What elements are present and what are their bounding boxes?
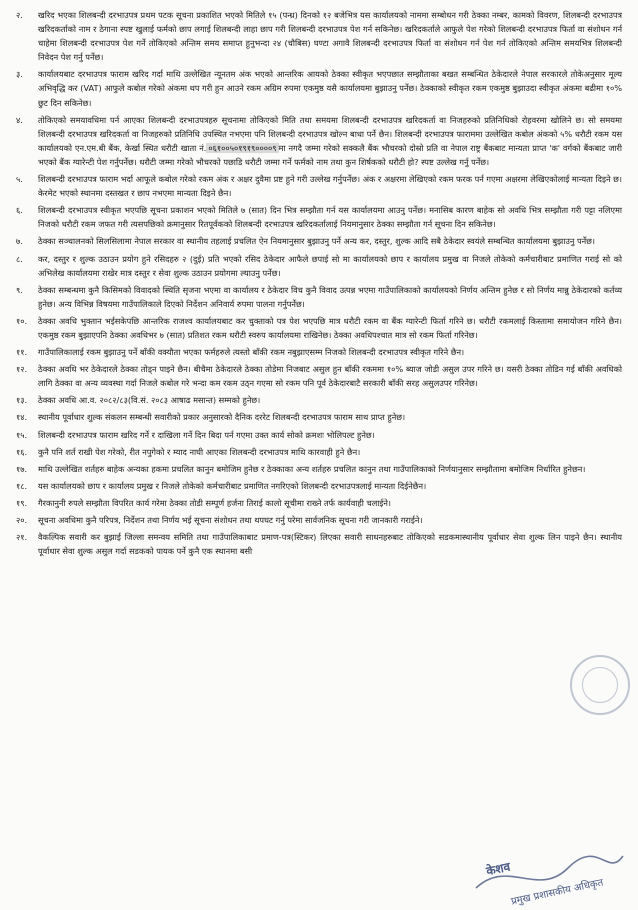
clause-text [38, 172, 622, 200]
clause-text-part: यस कार्यालयको छाप र कार्यालय प्रमुख र निजले तोकेको कर्मचारीबाट प्रमाणित नगरिएको शिलबन्दी दरभाउपत्रलाई मान्यता दिईनेछैन। [38, 480, 427, 491]
clause-text-part: ठेक्का अवधि भुक्तान भईसकेपछि आन्तरिक राजश्व कार्यालयबाट कर चुक्ताको पत्र पेश भएपछि मात्र धरौटी रकम वा बैंक ग्यारेन्टी फिर्ता गरिने छ। धरौटी रकमलाई किस्तामा समायोजन गरिने छैन। एकमुष्ठ रकम बुझाएपनि ठेक्का अवधिभर ७ (सात) प्रतिशत रकम धरौटी स्वरुप कार्यालयमा राखिनेछ। ठेक्का अवधिपश्चात मात्र सो रकम फिर्ता गरिनेछ। [38, 315, 622, 340]
clause-item [10, 345, 622, 359]
clause-item [10, 513, 622, 527]
clause-text [38, 345, 622, 359]
clause-item [10, 496, 622, 510]
clause-text-part: शिलबन्दी दरभाउपत्र फाराम खरिद गर्ने र दाखिला गर्ने दिन बिदा पर्न गएमा उक्त कार्य सोको क्रमशः भोलिपल्ट हुनेछ। [38, 429, 375, 440]
clause-text [38, 362, 622, 390]
clause-text-part: कर, दस्तुर र शुल्क उठाउन प्रयोग हुने रसिदहरु २ (दुई) प्रति भएको रसिद ठेकेदार आफैले छपाई सो मा कार्यालयको छाप र कार्यालय प्रमुख वा निजले तोकेको कर्मचारीबाट प्रमाणित गराई सो को अभिलेख कार्यालयमा राखेर मात्र दस्तुर र सेवा शुल्क उठाउन प्रयोगमा ल्याउनु पर्नेछ। [38, 253, 622, 278]
clause-number: २. [16, 10, 23, 20]
clause-item [10, 393, 622, 407]
clause-item [10, 462, 622, 476]
clause-item [10, 479, 622, 493]
clause-item [10, 410, 622, 424]
clause-item [10, 113, 622, 169]
clause-number: १८. [16, 480, 28, 491]
clause-text [38, 462, 622, 476]
clause-text [38, 314, 622, 342]
clause-number: १३. [16, 395, 28, 406]
clause-number: ५. [16, 174, 23, 185]
clause-item [10, 530, 622, 558]
clause-item [10, 428, 622, 442]
clause-item [10, 445, 622, 459]
clause-text [38, 252, 622, 280]
clause-text-part: ठेक्का अवधि भर ठेकेदारले ठेक्का तोड्न पाइने छैन। बीचैमा ठेकेदारले ठेक्का तोडेमा निजबाट असुल हुन बाँकी रकममा १०% ब्याज जोडी असुल उपर गरिने छ। यसरी ठेक्का तोडिन गई बाँकी अवधिको लागि ठेक्का वा अन्य व्यवस्था गर्दा निजले कबोल गरे भन्दा कम रकम उठ्न गएमा सो रकम पनि पूर्व ठेकेदारबाटै सरकारी बाँकी सरह असुलउपर गरिनेछ। [38, 364, 622, 389]
clause-item [10, 234, 622, 248]
clause-text-part: कार्यालयबाट दरभाउपत्र फाराम खरिद गर्दा माथि उल्लेखित न्यूनतम अंक भएको आन्तरिक आयको ठेक्का स्वीकृत भएपछात सम्झौताका बखत सम्बन्धित ठेकेदारले नेपाल सरकारले तोकेअनुसार मूल्य अभिवृद्धि कर (VAT) आफुले कबोल गरेको अंकमा थप गरी हुन आउने रकम अग्रिम रुपमा एकमुष्ठ यसै कार्यालयमा बुझाउनु पर्नेछ। ठेक्काको स्वीकृत रकम एकमुष्ठ बुझाउदा स्वीकृत अंकमा बढीमा १०% छुट दिन सकिनेछ। [38, 69, 622, 108]
clause-text-part: वैकल्पिक सवारी कर बुझाई जिल्ला समन्वय समिति तथा गाउँपालिकाबाट प्रमाण-पत्र(स्टिकर) लिएका सवारी साधनहरुबाट तोकिएको सडकमास्थानीय पूर्वाधार सेवा शुल्क लिन पाइने छैन। स्थानीय पूर्वाधार सेवा शुल्क असुल गर्दा सडकको पायक पर्ने कुनै एक स्थानमा बसी [38, 532, 622, 557]
clause-item [10, 8, 622, 64]
clause-item [10, 172, 622, 200]
clause-text [38, 234, 622, 248]
clause-text [38, 530, 622, 558]
clause-text-part: शिलबन्दी दरभाउपत्र स्वीकृत भएपछि सूचना प्रकाशन भएको मितिले ७ (सात) दिन भित्र सम्झौता गर्न यस कार्यालयमा आउनु पर्नेछ। मनासिब कारण बाहेक सो अवधि भित्र सम्झौता गरी पट्टा नलिएमा निजको धरौटी रकम जफत गरी त्यसपछिको क्रमानुसार रितपूर्वकको शिलबन्दी दरभाउपत्र खरिदकर्तालाई नियमानुसार ठेक्का सम्झौता गर्न सूचना दिन सकिनेछ। [38, 205, 622, 230]
clause-number: ११. [16, 347, 28, 358]
clause-item [10, 67, 622, 109]
clause-number: ६. [16, 205, 23, 216]
clause-text [38, 113, 622, 169]
clause-number: १६. [16, 446, 28, 457]
clause-text [38, 67, 622, 109]
clause-number: १७. [16, 463, 28, 474]
clause-number: ९. [16, 284, 23, 295]
clause-text-part: ठेक्का सञ्चालनको सिलसिलामा नेपाल सरकार वा स्थानीय तहलाई प्रचलित ऐन नियमानुसार बुझाउनु पर्ने अन्य कर, दस्तुर, शुल्क आदि सबै ठेकेदार स्वयंले सम्बन्धित कार्यालयमा बुझाउनु पर्नेछ। [38, 236, 596, 247]
clause-number: ८. [16, 253, 23, 264]
clause-text [38, 496, 622, 510]
signature-name: केशव [484, 859, 512, 879]
clause-number: ४. [16, 114, 23, 125]
clause-text [38, 428, 622, 442]
clause-item [10, 314, 622, 342]
clause-number: ७. [16, 236, 23, 247]
clause-text-part: स्थानीय पूर्वाधार शुल्क संकलन सम्बन्धी सवारीको प्रकार अनुसारको दैनिक दररेट शिलबन्दी दरभाउपत्र फाराम साथ प्राप्त हुनेछ। [38, 412, 406, 423]
clause-text [38, 393, 622, 407]
clause-text [38, 410, 622, 424]
clause-text [38, 445, 622, 459]
clause-number: १९. [16, 497, 28, 508]
clause-text-part: शिलबन्दी दरभाउपत्र फाराम भर्दा आफूले कबोल गरेको रकम अंक र अक्षर दुवैमा प्रष्ट हुने गरी उल्लेख गर्नुपर्नेछ। अंक र अक्षरमा लेखिएको रकम फरक पर्न गएमा अक्षरमा लेखिएकोलाई मान्यता दिइने छ। केरमेट भएको स्थानमा दस्तखत र छाप नभएमा मान्यता दिइने छैन। [38, 174, 622, 199]
clause-item [10, 252, 622, 280]
clause-list [10, 8, 622, 561]
clause-text-part: माथि उल्लेखित शर्तहरु बाहेक अन्यका हकमा प्रचलित कानुन बमोजिम हुनेछ र ठेक्काका अन्य शर्तहरु प्रचलित कानुन तथा गाउँपालिकाको निर्णयानुसार सम्झौतामा बमोजिम निर्धारित हुनेछन। [38, 463, 586, 474]
clause-number: १०. [16, 315, 28, 326]
clause-text [38, 8, 622, 64]
office-seal [570, 655, 630, 715]
clause-text-part: कुनै पनि शर्त राखी पेश गरेको, रीत नपुगेको र म्याद नाघी आएका शिलबन्दी दरभाउपत्र माथि कारवाही हुने छैन। [38, 446, 361, 457]
clause-number: १५. [16, 429, 28, 440]
clause-item [10, 362, 622, 390]
clause-text-part: तोकिएको समयावधिमा पर्न आएका शिलबन्दी दरभाउपत्रहरु सूचनामा तोकिएको मिति तथा समयमा शिलबन्दी दरभाउपत्र खरिदकर्ता वा निजहरुको प्रतिनिधिको रोहवरमा खोलिने छ। सो समयमा शिलबन्दी दरभाउपत्र खरिदकर्ता वा निजहरुको प्रतिनिधि उपस्थित नभएमा पनि शिलबन्दी दरभाउपत्र खोल्न बाधा पर्ने छैन। शिलबन्दी दरभाउपत्र फाराममा उल्लेखित कबोल अंकको ५% धरौटी रकम यस कार्यालयको एन.एम.बी बैंक, केर्खा स्थित धरौटी खाता नं. [38, 114, 622, 153]
clause-text [38, 203, 622, 231]
clause-text [38, 283, 622, 311]
clause-text-part: सूचना अवधिमा कुनै परिपत्र, निर्देशन तथा निर्णय भई सूचना संशोधन तथा थपघट गर्नु परेमा सार्वजनिक सूचना गरी जानकारी गराईने। [38, 515, 423, 525]
account-number: ०६१००५०१९१९००००९ [208, 142, 277, 153]
clause-text-part: गैरकानुनी रुपले सम्झौता विपरित कार्य गरेमा ठेक्का तोडी सम्पूर्ण हर्जना तिराई कालो सूचीमा राख्ने तर्फ कार्यवाही चलाईने। [38, 497, 392, 508]
clause-text-part: खरिद भएका शिलबन्दी दरभाउपत्र प्रथम पटक सूचना प्रकाशित भएको मितिले १५ (पन्ध्र) दिनको १२ बजेभित्र यस कार्यालयको नाममा सम्बोधन गरी ठेक्का नम्बर, कामको विवरण, शिलबन्दी दरभाउपत्र खरिदकर्ताको नाम र ठेगाना स्पष्ट खुलाई फर्मको छाप लगाई शिलबन्दी लाहा छाप गरी शिलबन्दी दरभाउपत्र पेश गर्न सकिनेछ। खरिदकर्ताले आफुले पेश गरेको शिलबन्दी दरभाउपत्र फिर्ता वा संशोधन गर्न चाहेमा शिलबन्दी दरभाउपत्र पेश गर्ने तोकिएको अन्तिम समय समाप्त हुनुभन्दा २४ (चौबिस) घण्टा अगावै शिलबन्दी दरभाउपत्र फिर्ता वा संशोधन गर्न पेश गर्न तोकिएको अन्तिम समयभित्र शिलबन्दी निवेदन पेश गर्नु पर्नेछ। [38, 10, 622, 63]
clause-number: १२. [16, 364, 28, 375]
clause-number: २१. [16, 532, 28, 543]
clause-number: १४. [16, 412, 28, 423]
clause-item [10, 203, 622, 231]
clause-number: ३. [16, 69, 23, 80]
clause-text-part: ठेक्का सम्बन्धमा कुनै किसिमको विवादको स्थिति सृजना भएमा वा कार्यालय र ठेकेदार विच कुनै विवाद उत्पन्न भएमा गाउँपालिकाको कार्यालयको निर्णय अन्तिम हुनेछ र सो निर्णय मान्नु ठेकेदारको कर्तव्य हुनेछ। अन्य विभिन्न विषयमा गाउँपालिकाले दिएको निर्देशन अनिवार्य रुपमा पालना गर्नुपर्नेछ। [38, 284, 622, 309]
clause-text [38, 479, 622, 493]
signature-title: प्रमुख प्रशासकीय अधिकृत [510, 877, 605, 908]
clause-number: २०. [16, 515, 28, 525]
clause-text [38, 513, 622, 527]
clause-text-part: मा नगदै जम्मा गरेको सक्कलै बैंक भौचरको दोस्रो प्रति वा नेपाल राष्ट्र बैंकबाट मान्यता प्राप्त 'क' वर्गको बैंकबाट जारी भएको बैंक ग्यारेन्टी पेश गर्नुपर्नेछ। धरौटी जम्मा गरेको भौचरको पछाडि धरौटी जम्मा गर्ने फर्मको नाम तथा कुन शिर्षकको धरौटी हो? स्पष्ट उल्लेख गर्नु पर्नेछ। [38, 142, 622, 167]
clause-item [10, 283, 622, 311]
clause-text-part: गाउँपालिकालाई रकम बुझाउनु पर्ने बाँकी वक्यौता भएका फर्महरुले त्यस्तो बाँकी रकम नबुझाएसम्म निजको शिलबन्दी दरभाउपत्र स्वीकृत गरिने छैन। [38, 347, 465, 358]
clause-text-part: ठेक्का अवधि आ.व. २०८२/८३(वि.सं. २०८३ आषाढ मसान्त) सम्मको हुनेछ। [38, 395, 261, 406]
